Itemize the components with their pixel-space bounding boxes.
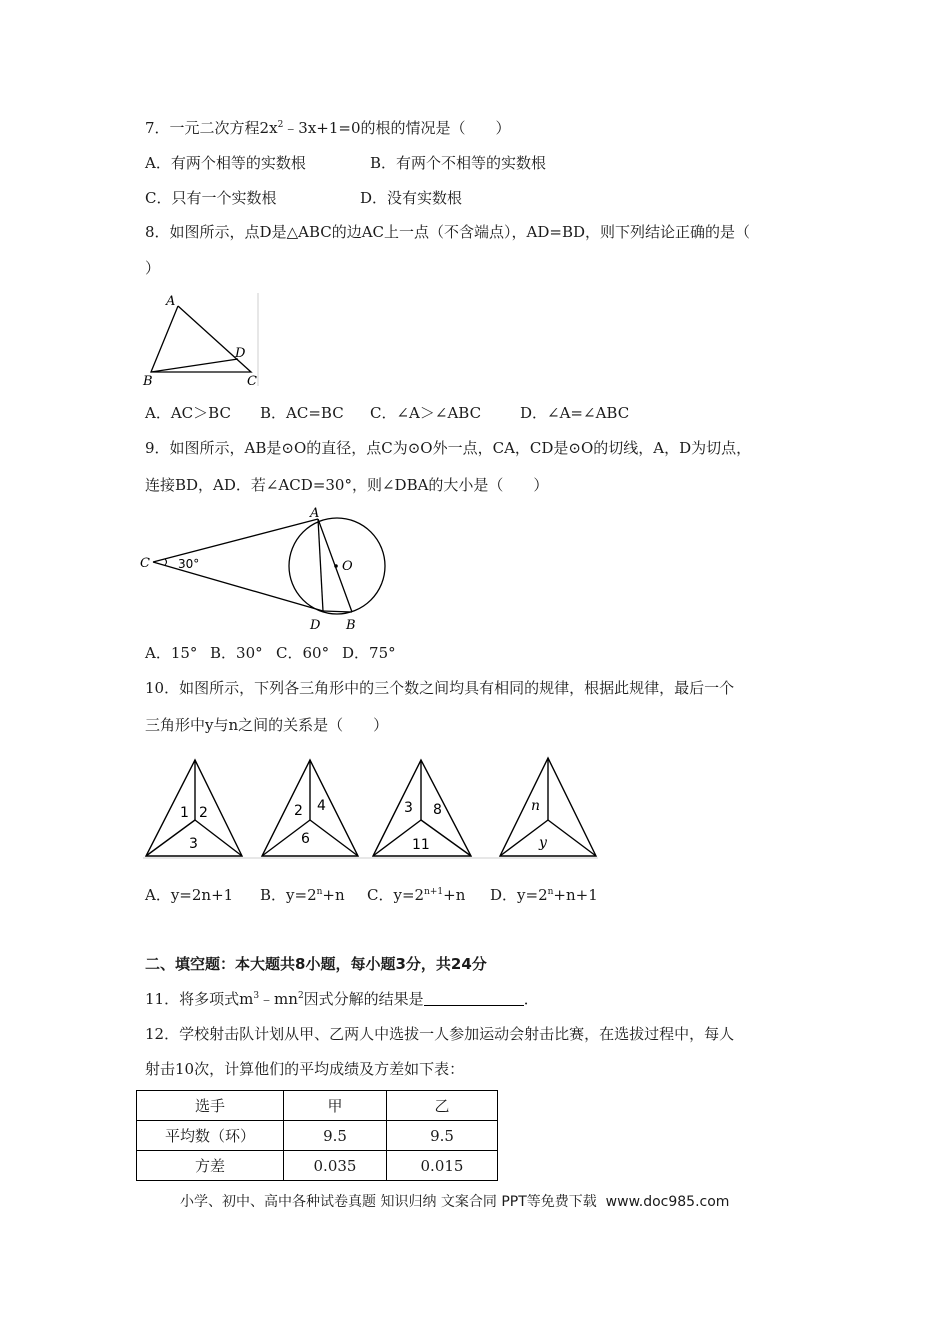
q10-stem-line2: 三角形中y与n之间的关系是（ ） <box>145 716 389 734</box>
q10-t2-left: 2 <box>294 803 303 819</box>
table-cell: 9.5 <box>284 1121 387 1151</box>
q12-stem-line2: 射击10次，计算他们的平均成绩及方差如下表： <box>145 1060 465 1078</box>
q7-option-b: B．有两个不相等的实数根 <box>370 154 547 172</box>
q10-triangle-4 <box>500 758 596 856</box>
q7-option-d: D．没有实数根 <box>360 189 463 207</box>
table-cell: 0.035 <box>284 1151 387 1181</box>
q9-option-b: B．30° <box>210 644 263 662</box>
q10-t2-right: 4 <box>317 798 326 814</box>
q9-label-a: A <box>310 506 320 521</box>
q9-option-a: A．15° <box>145 644 198 662</box>
q8-stem-line1: 8．如图所示，点D是△ABC的边AC上一点（不含端点），AD=BD，则下列结论正确的是（ <box>145 223 751 241</box>
q10-t1-bottom: 3 <box>189 836 198 852</box>
table-cell: 方差 <box>137 1151 284 1181</box>
table-cell: 平均数（环） <box>137 1121 284 1151</box>
table-header-cell: 乙 <box>387 1091 498 1121</box>
q8-label-b: B <box>143 374 153 389</box>
q10-triangle-2 <box>262 760 358 856</box>
q8-stem-line2: ） <box>145 259 161 277</box>
q7-stem: 7．一元二次方程$2x^2﹣3x+1=0$的根的情况是（ ） <box>145 119 511 137</box>
q10-t1-right: 2 <box>199 805 208 821</box>
q9-option-d: D．75° <box>342 644 396 662</box>
q10-option-c: C．$y=2^{n+1}+n$ <box>367 886 466 904</box>
q8-option-c: C．∠A＞∠ABC <box>370 404 482 422</box>
q11-stem: 11．将多项式$m^3﹣mn^2$因式分解的结果是 ． <box>145 990 539 1008</box>
q8-option-b: B．AC=BC <box>260 404 344 422</box>
q9-stem-line1: 9．如图所示，AB是⊙O的直径，点C为⊙O外一点，CA，CD是⊙O的切线，A，D为切点， <box>145 439 752 457</box>
table-header-row <box>137 1091 498 1121</box>
table-row <box>137 1151 498 1181</box>
q12-stem-line1: 12．学校射击队计划从甲、乙两人中选拔一人参加运动会射击比赛，在选拔过程中，每人 <box>145 1025 735 1043</box>
q10-triangle-3 <box>373 760 471 856</box>
q9-stem-line2: 连接BD，AD．若∠ACD=30°，则∠DBA的大小是（ ） <box>145 476 549 494</box>
q8-option-d: D．∠A=∠ABC <box>520 404 630 422</box>
q8-label-c: C <box>247 374 257 389</box>
q9-label-o: O <box>342 559 353 574</box>
table-row <box>137 1121 498 1151</box>
q10-option-b: B．$y=2^n+n$ <box>260 886 345 904</box>
table-header-cell: 选手 <box>137 1091 284 1121</box>
q10-stem-line1: 10．如图所示，下列各三角形中的三个数之间均具有相同的规律，根据此规律，最后一个 <box>145 679 735 697</box>
q9-angle-label: 30° <box>178 557 200 571</box>
q10-t1-left: 1 <box>180 805 189 821</box>
q12-score-table <box>136 1090 498 1181</box>
table-cell: 9.5 <box>387 1121 498 1151</box>
q10-t3-left: 3 <box>404 800 413 816</box>
q10-option-d: D．$y=2^n+n+1$ <box>490 886 598 904</box>
q9-circle-figure <box>138 500 393 635</box>
q10-t3-bottom: 11 <box>412 837 430 853</box>
q10-option-a: A．y=2n+1 <box>145 886 234 904</box>
q9-label-b: B <box>346 618 356 633</box>
table-header-cell: 甲 <box>284 1091 387 1121</box>
q8-label-a: A <box>166 294 176 309</box>
section-2-heading: 二、填空题：本大题共8小题，每小题3分，共24分 <box>145 955 487 973</box>
q10-triangles-figure <box>138 752 603 864</box>
footer-watermark: 小学、初中、高中各种试卷真题 知识归纳 文案合同 PPT等免费下载 www.doc985.com <box>180 1194 730 1210</box>
q8-triangle-figure <box>138 288 270 390</box>
q7-option-c: C．只有一个实数根 <box>145 189 277 207</box>
q10-t4-bottom: y <box>539 835 547 851</box>
q10-t4-right: n <box>531 798 541 814</box>
q9-label-d: D <box>310 618 321 633</box>
q9-option-c: C．60° <box>276 644 330 662</box>
q9-label-c: C <box>140 556 150 571</box>
q11-answer-blank[interactable] <box>424 989 524 1006</box>
table-cell: 0.015 <box>387 1151 498 1181</box>
q10-triangle-1 <box>146 760 242 856</box>
q10-t2-bottom: 6 <box>301 831 310 847</box>
q7-option-a: A．有两个相等的实数根 <box>145 154 306 172</box>
q10-t3-right: 8 <box>433 802 442 818</box>
q8-option-a: A．AC＞BC <box>145 404 231 422</box>
q8-label-d: D <box>235 346 246 361</box>
